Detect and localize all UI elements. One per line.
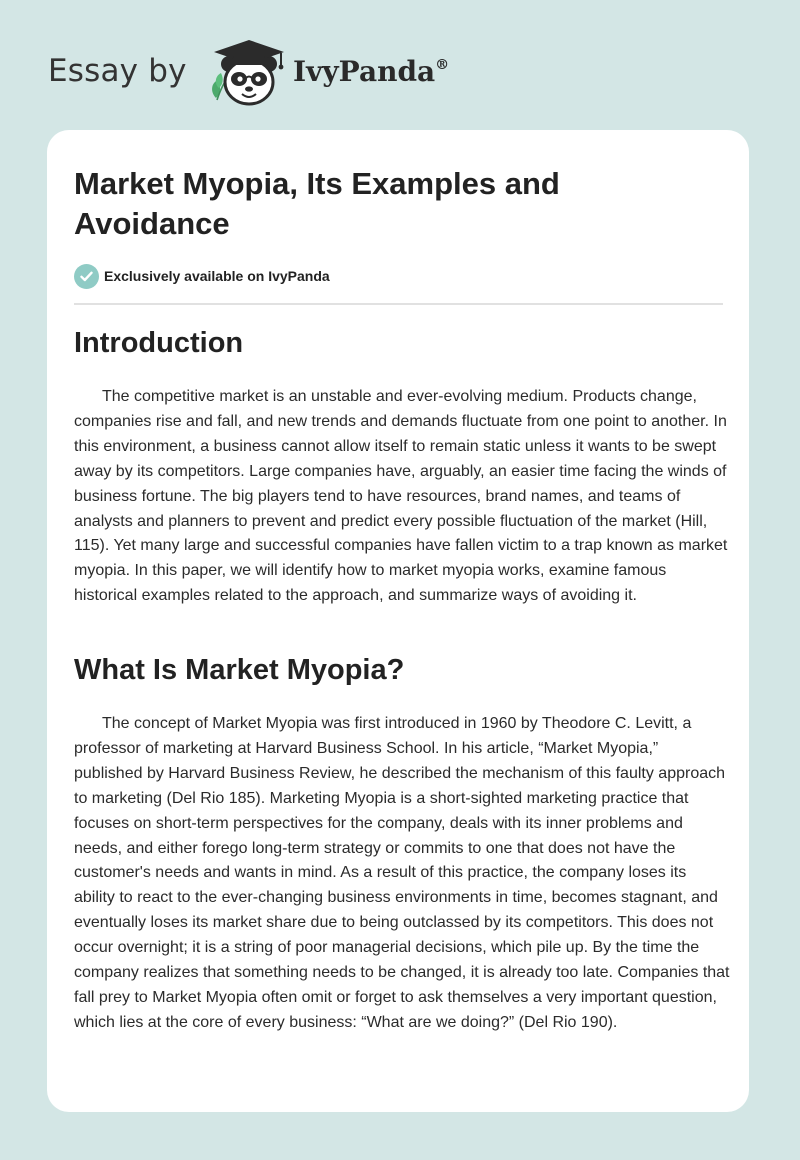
section-paragraph-introduction: The competitive market is an unstable and ever-evolving medium. Products change, companies rise and fall, and new trends and demands fluctuate from one point to another. In this environment, a business cannot allow itself to remain static unless it wants to be swept away by its competitors. Large companies have, arguably, an easier time facing the winds of business fortune. The big players tend to have resources, brand names, and teams of analysts and planners to prevent and predict every possible fluctuation of the market (Hill, 115). Yet many large and successful companies have fallen victim to a trap known as market myopia. In this paper, we will identify how to market myopia works, examine famous historical examples related to the approach, and summarize ways of avoiding it. xyxy=(74,388,728,605)
title-divider xyxy=(74,303,723,305)
essay-title: Market Myopia, Its Examples and Avoidance xyxy=(74,166,560,241)
panda-logo-icon xyxy=(202,36,296,108)
essay-card xyxy=(47,130,749,1112)
section-heading-what-is-market-myopia: What Is Market Myopia? xyxy=(74,654,405,686)
section-heading-introduction: Introduction xyxy=(74,327,244,359)
brand-prefix: Essay by xyxy=(48,53,187,89)
site-header xyxy=(48,34,468,110)
exclusive-label: Exclusively available on IvyPanda xyxy=(104,268,330,284)
registered-mark: ® xyxy=(435,56,450,73)
section-paragraph-what-is-market-myopia: The concept of Market Myopia was first introduced in 1960 by Theodore C. Levitt, a professor of marketing at Harvard Business School. In his article, “Market Myopia,” published by Harvard Business Review, he described the mechanism of this faulty approach to marketing (Del Rio 185). Marketing Myopia is a short-sighted marketing practice that focuses on short-term perspectives for the company, deals with its inner problems and needs, and either forego long-term strategy or commits to one that does not have the customer's needs and wants in mind. As a result of this practice, the company loses its ability to react to the ever-changing business environments in time, becomes stagnant, and eventually loses its market share due to being outclassed by its competitors. This does not occur overnight; it is a string of poor managerial decisions, which pile up. By the time the company realizes that something needs to be changed, it is already too late. Companies that fall prey to Market Myopia often omit or forget to ask themselves a very important question, which lies at the core of every business: “What are we doing?” (Del Rio 190). xyxy=(74,715,730,1031)
check-icon xyxy=(74,264,99,289)
exclusive-badge xyxy=(74,263,330,289)
brand-name xyxy=(293,55,449,88)
brand-name-text: IvyPanda xyxy=(293,55,436,88)
